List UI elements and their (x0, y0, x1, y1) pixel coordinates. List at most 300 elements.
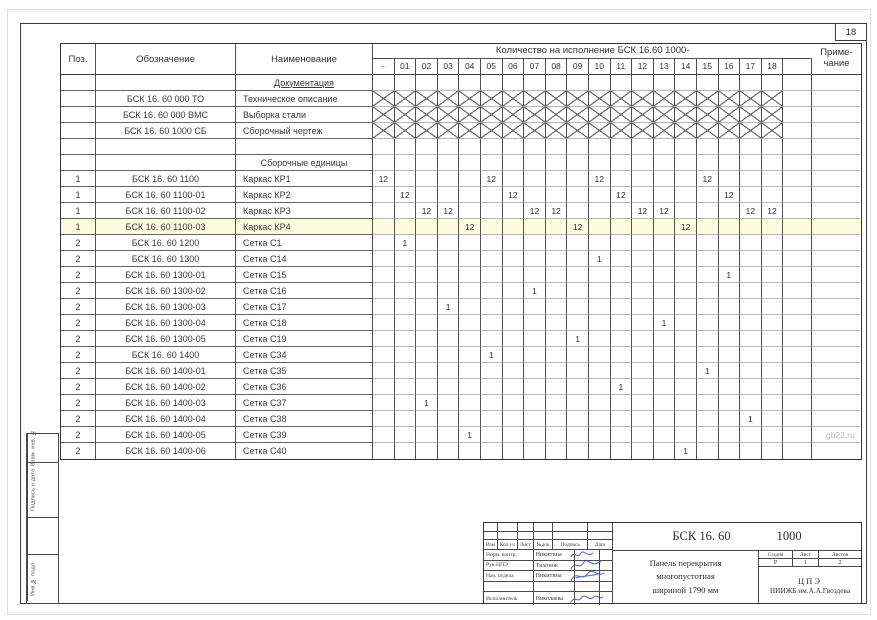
revision-cell (588, 532, 612, 541)
qty-cell (503, 75, 525, 91)
qty-cell (632, 219, 654, 235)
qty-cell: 1 (395, 235, 417, 251)
qty-cell (762, 395, 784, 411)
name-cell (236, 107, 373, 123)
qty-cell (697, 139, 719, 155)
qty-cell (589, 123, 611, 139)
designation-cell: БСК 16. 60 1400-06 (96, 443, 236, 459)
org-line: НИИЖБ им.А.А.Гвоздева (769, 585, 851, 595)
qty-cell (546, 427, 568, 443)
qty-cell (675, 347, 697, 363)
qty-cell (762, 443, 784, 459)
qty-cell (740, 251, 762, 267)
qty-cell (611, 299, 633, 315)
qty-cell (524, 267, 546, 283)
qty-cell (675, 283, 697, 299)
qty-cell (416, 155, 438, 171)
qty-col-header: 07 (524, 59, 546, 74)
qty-cell (503, 267, 525, 283)
qty-cell (567, 75, 589, 91)
qty-cell (654, 187, 676, 203)
qty-cell (546, 123, 568, 139)
qty-cell: 12 (719, 187, 741, 203)
note-cell (812, 187, 860, 203)
qty-cell (416, 235, 438, 251)
qty-cell (416, 139, 438, 155)
qty-cell (611, 347, 633, 363)
qty-cell (632, 395, 654, 411)
qty-cell (719, 395, 741, 411)
qty-cell (438, 379, 460, 395)
qty-col-header: 17 (740, 59, 762, 74)
qty-cell (438, 251, 460, 267)
qty-cell (740, 235, 762, 251)
qty-cell (719, 155, 741, 171)
item-name: Сетка С34 (243, 349, 287, 360)
sign-row (484, 582, 612, 593)
qty-cell (503, 363, 525, 379)
qty-cell (654, 411, 676, 427)
note-cell (812, 219, 860, 235)
qty-cell (611, 139, 633, 155)
qty-cell (373, 75, 395, 91)
qty-col-header: 12 (632, 59, 654, 74)
qty-cell (697, 123, 719, 139)
pos-cell: 1 (61, 187, 96, 203)
qty-cell (632, 299, 654, 315)
table-row (61, 219, 861, 235)
qty-cell (654, 363, 676, 379)
spare-cell (783, 379, 812, 395)
qty-cell (654, 235, 676, 251)
qty-cell (719, 347, 741, 363)
qty-cell (459, 395, 481, 411)
qty-col-header: 05 (481, 59, 503, 74)
sheet-number: 18 (845, 26, 857, 38)
note-header (812, 44, 860, 74)
qty-cell (567, 379, 589, 395)
qty-cell (481, 379, 503, 395)
note-cell (812, 411, 860, 427)
qty-cell (611, 395, 633, 411)
note-cell (812, 139, 860, 155)
margin-box-blank (39, 518, 58, 554)
qty-cell (395, 315, 417, 331)
qty-cell (697, 379, 719, 395)
name-cell (236, 91, 373, 107)
role-cell: Рук.ЦПЭ (484, 561, 534, 572)
name-cell (236, 219, 373, 235)
qty-cell (546, 267, 568, 283)
pos-cell: 1 (61, 171, 96, 187)
qty-cell (632, 107, 654, 123)
qty-cell (611, 267, 633, 283)
qty-cell (459, 331, 481, 347)
qty-cell (567, 347, 589, 363)
table-row (61, 379, 861, 395)
qty-cell (611, 155, 633, 171)
pos-cell: 2 (61, 251, 96, 267)
qty-cell (762, 123, 784, 139)
qty-cell (589, 107, 611, 123)
qty-cell (611, 235, 633, 251)
item-name: Сборочный чертеж (243, 125, 323, 136)
item-name: Техническое описание (243, 93, 338, 104)
item-name: Сетка С40 (243, 446, 287, 456)
spare-cell (783, 75, 812, 91)
qty-cell (719, 411, 741, 427)
qty-cell (654, 331, 676, 347)
qty-cell (481, 75, 503, 91)
qty-cell (481, 283, 503, 299)
margin-label: Подпись и дата (27, 463, 39, 517)
sheet-number-box (835, 24, 866, 41)
qty-cell (524, 171, 546, 187)
designation-cell: БСК 16. 60 1300-03 (96, 299, 236, 315)
name-cell (236, 411, 373, 427)
qty-col-header: 10 (589, 59, 611, 74)
qty-cell (395, 379, 417, 395)
item-name: Сетка С19 (243, 333, 287, 344)
qty-cell (632, 363, 654, 379)
qty-cell (416, 219, 438, 235)
qty-cell (481, 155, 503, 171)
qty-cell (654, 123, 676, 139)
name-cell (236, 251, 373, 267)
qty-cell (524, 123, 546, 139)
qty-cell (654, 91, 676, 107)
item-name: Сетка С18 (243, 317, 287, 328)
qty-cell (438, 171, 460, 187)
spare-col-header (783, 59, 812, 74)
qty-cell: 12 (481, 171, 503, 187)
note-cell (812, 331, 860, 347)
spare-cell (783, 363, 812, 379)
note-cell (812, 347, 860, 363)
qty-cell (762, 155, 784, 171)
qty-cell (697, 299, 719, 315)
margin-label: Инв.№ подл. (27, 555, 39, 601)
qty-cell (438, 443, 460, 459)
qty-cell (373, 187, 395, 203)
pos-cell: 2 (61, 427, 96, 443)
spare-cell (783, 123, 812, 139)
qty-cell (567, 187, 589, 203)
qty-cell (632, 139, 654, 155)
signature-cell (575, 592, 600, 605)
rev-header-cell: Дата (588, 540, 612, 550)
qty-cell (740, 443, 762, 459)
qty-cell (589, 395, 611, 411)
qty-cell (524, 219, 546, 235)
qty-cell (438, 235, 460, 251)
qty-cell (675, 187, 697, 203)
role-cell (484, 582, 534, 593)
qty-cell (459, 203, 481, 219)
qty-cell (546, 283, 568, 299)
pos-cell (61, 155, 96, 171)
pos-cell (61, 91, 96, 107)
designation-cell: БСК 16. 60 1300-04 (96, 315, 236, 331)
item-name: Сетка С39 (243, 429, 287, 440)
org-line: ЦПЭ (798, 575, 822, 586)
table-row (61, 299, 861, 315)
qty-cell (611, 171, 633, 187)
qty-cell (373, 411, 395, 427)
qty-cell (697, 155, 719, 171)
qty-cell (416, 315, 438, 331)
qty-cell (632, 235, 654, 251)
qty-cell (481, 203, 503, 219)
pos-cell: 2 (61, 347, 96, 363)
item-name: Сетка С36 (243, 381, 287, 392)
qty-cell (567, 363, 589, 379)
qty-cell (589, 187, 611, 203)
revision-row (484, 532, 612, 541)
pos-cell: 1 (61, 203, 96, 219)
qty-cell (719, 315, 741, 331)
qty-col-header: 15 (697, 59, 719, 74)
qty-cell (416, 443, 438, 459)
qty-cell (589, 299, 611, 315)
spare-cell (783, 91, 812, 107)
qty-cell (373, 235, 395, 251)
qty-cell (459, 315, 481, 331)
qty-cell (589, 91, 611, 107)
designation-cell: БСК 16. 60 1300-01 (96, 267, 236, 283)
qty-cell (395, 251, 417, 267)
table-row (61, 315, 861, 331)
qty-cell (740, 315, 762, 331)
qty-cell (719, 107, 741, 123)
revision-cell (484, 523, 498, 532)
qty-cell (546, 91, 568, 107)
qty-cell (567, 107, 589, 123)
qty-cell (589, 155, 611, 171)
stage-header-cell: Лист (793, 551, 819, 559)
qty-cell (675, 331, 697, 347)
qty-cell: 12 (416, 203, 438, 219)
qty-cell (675, 75, 697, 91)
qty-cell (524, 91, 546, 107)
qty-cell (373, 283, 395, 299)
qty-cell (611, 411, 633, 427)
qty-cell (589, 411, 611, 427)
qty-cell (611, 443, 633, 459)
qty-cell (459, 155, 481, 171)
qty-cell (567, 443, 589, 459)
qty-cell (589, 219, 611, 235)
designation-cell (96, 139, 236, 155)
qty-cell (675, 235, 697, 251)
qty-cell: 12 (654, 203, 676, 219)
qty-cell (567, 123, 589, 139)
date-cell (600, 582, 612, 593)
qty-cell (481, 267, 503, 283)
note-header-line: чание (823, 58, 850, 69)
qty-cell (719, 219, 741, 235)
qty-col-header: 08 (546, 59, 568, 74)
qty-cell (416, 187, 438, 203)
table-row (61, 267, 861, 283)
designation-cell: БСК 16. 60 1100-02 (96, 203, 236, 219)
note-header-line: Приме- (820, 47, 853, 59)
qty-cell (416, 347, 438, 363)
qty-cell (697, 427, 719, 443)
qty-cell (481, 299, 503, 315)
col-header-name: Наименование (236, 44, 373, 74)
qty-cell (373, 203, 395, 219)
qty-cell (373, 443, 395, 459)
designation-cell: БСК 16. 60 1100-01 (96, 187, 236, 203)
qty-cell (719, 203, 741, 219)
qty-cell (438, 395, 460, 411)
qty-cell (524, 411, 546, 427)
qty-cell (632, 347, 654, 363)
qty-cell (654, 251, 676, 267)
qty-cell (546, 347, 568, 363)
qty-cell (481, 91, 503, 107)
qty-cell (740, 139, 762, 155)
qty-col-header: 01 (395, 59, 417, 74)
qty-cell: 12 (697, 171, 719, 187)
designation-cell: БСК 16. 60 1300-05 (96, 331, 236, 347)
qty-cell (632, 251, 654, 267)
qty-cell (395, 443, 417, 459)
pos-cell: 2 (61, 379, 96, 395)
qty-cell (740, 427, 762, 443)
qty-cell (762, 219, 784, 235)
qty-cell (438, 411, 460, 427)
qty-cell (589, 235, 611, 251)
qty-cell (503, 299, 525, 315)
revision-cell (484, 532, 498, 541)
role-cell: Исполнитель (484, 592, 534, 605)
qty-cell (567, 427, 589, 443)
signature-icon (570, 593, 604, 605)
qty-cell (416, 75, 438, 91)
qty-cell (719, 171, 741, 187)
qty-cell (481, 427, 503, 443)
qty-cell (524, 139, 546, 155)
qty-cell: 12 (503, 187, 525, 203)
qty-cell (632, 91, 654, 107)
margin-label (27, 518, 39, 554)
qty-cell (459, 443, 481, 459)
qty-cell (762, 299, 784, 315)
qty-cell (567, 139, 589, 155)
margin-attribute-boxes (26, 429, 59, 604)
qty-cell (459, 347, 481, 363)
designation-cell (96, 75, 236, 91)
qty-cell (740, 187, 762, 203)
qty-cell (589, 283, 611, 299)
qty-cell (503, 171, 525, 187)
qty-cell (503, 203, 525, 219)
qty-cell (438, 315, 460, 331)
qty-cell (438, 139, 460, 155)
table-row (61, 427, 861, 443)
qty-cell (503, 411, 525, 427)
pos-cell (61, 107, 96, 123)
qty-cell (524, 251, 546, 267)
qty-cell (675, 411, 697, 427)
table-row (61, 203, 861, 219)
qty-cell (675, 123, 697, 139)
qty-cell (654, 379, 676, 395)
spare-cell (783, 395, 812, 411)
project-title-line: шириной 1790 мм (652, 584, 719, 595)
qty-cell (459, 123, 481, 139)
qty-cell (567, 315, 589, 331)
qty-cell (524, 315, 546, 331)
qty-cell (697, 283, 719, 299)
qty-cell (546, 75, 568, 91)
qty-cell (481, 123, 503, 139)
table-row (61, 187, 861, 203)
qty-cell (524, 331, 546, 347)
pos-cell (61, 139, 96, 155)
qty-cell (395, 203, 417, 219)
qty-cell (740, 171, 762, 187)
qty-cell (632, 283, 654, 299)
qty-cell (697, 187, 719, 203)
qty-cell (438, 267, 460, 283)
qty-cell (481, 235, 503, 251)
rev-header-cell: №док (534, 540, 554, 550)
qty-cell (654, 155, 676, 171)
qty-cell: 12 (611, 187, 633, 203)
revision-cell (588, 523, 612, 532)
note-cell (812, 107, 860, 123)
col-header-designation: Обозначение (96, 44, 236, 74)
watermark: gb22.ru (826, 430, 855, 440)
qty-cell (589, 139, 611, 155)
table-row (61, 411, 861, 427)
table-row (61, 75, 861, 91)
pos-cell (61, 123, 96, 139)
qty-cell (416, 107, 438, 123)
qty-cell (438, 91, 460, 107)
pos-cell: 2 (61, 395, 96, 411)
qty-cell (654, 427, 676, 443)
qty-cell (762, 363, 784, 379)
margin-label: Взам. инв. № (27, 434, 39, 462)
revision-cell (534, 532, 554, 541)
pos-cell: 1 (61, 219, 96, 235)
qty-cell (546, 155, 568, 171)
qty-cell (503, 283, 525, 299)
qty-cell (416, 411, 438, 427)
qty-cell (762, 267, 784, 283)
qty-cell (654, 443, 676, 459)
qty-cell (719, 75, 741, 91)
qty-cell (524, 235, 546, 251)
table-row (61, 235, 861, 251)
qty-cell (481, 187, 503, 203)
signature-cell (575, 571, 600, 582)
revision-cell (518, 532, 534, 541)
revision-cell (498, 523, 518, 532)
role-cell: Норм. контр. (484, 550, 534, 561)
project-title-line: многопустотная (656, 571, 715, 582)
name-cell (236, 203, 373, 219)
qty-cell (373, 427, 395, 443)
qty-cell (438, 187, 460, 203)
item-name: Каркас КР3 (243, 205, 291, 216)
qty-cell (675, 251, 697, 267)
note-cell (812, 171, 860, 187)
